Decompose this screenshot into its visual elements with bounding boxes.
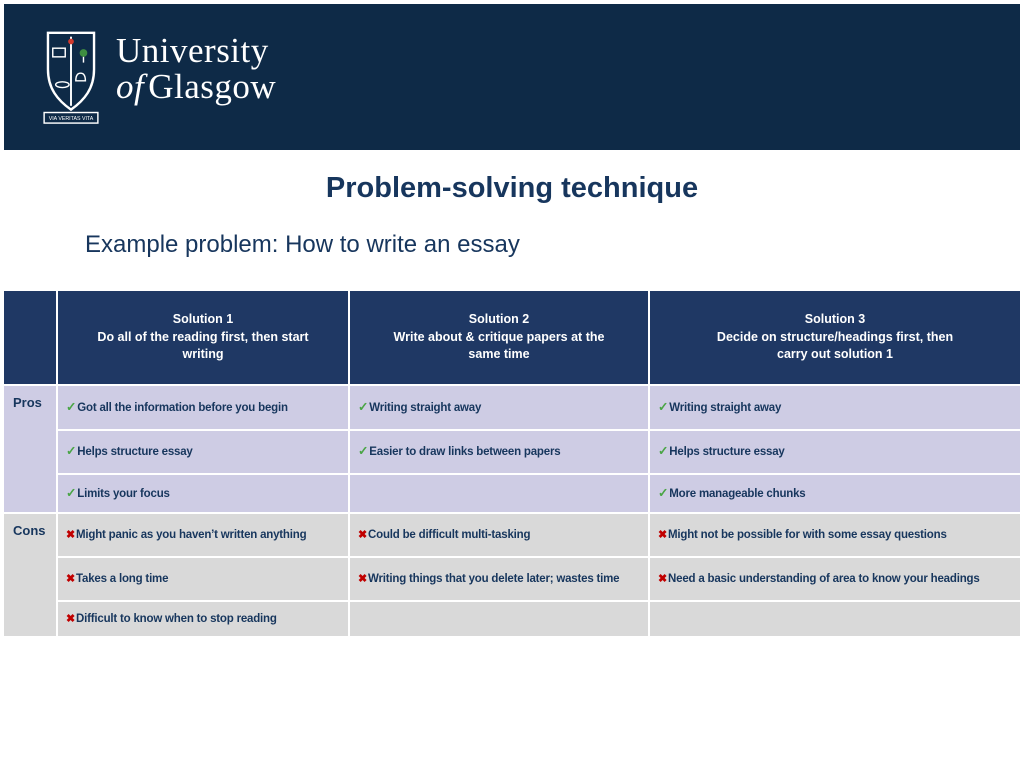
logo-name: Glasgow — [148, 66, 277, 106]
example-problem-subtitle: Example problem: How to write an essay — [85, 231, 520, 259]
table-cell — [58, 475, 348, 512]
solution-desc: Decide on structure/headings first, then carry out solution 1 — [716, 330, 954, 361]
logo-of: of — [116, 66, 145, 106]
cross-icon: ✖ — [66, 572, 76, 585]
cell-text: Writing straight away — [369, 401, 482, 414]
table-cell — [650, 475, 1020, 512]
cell-text: Helps structure essay — [77, 446, 193, 459]
cell-text: Might panic as you haven’t written anything — [76, 528, 307, 541]
logo-text — [116, 33, 276, 104]
cell-text: Could be difficult multi-tasking — [368, 528, 531, 541]
cell-text: Helps structure essay — [669, 446, 785, 459]
table-cell — [350, 431, 648, 473]
solution-title: Solution 3 — [804, 312, 866, 327]
check-icon: ✓ — [66, 485, 77, 500]
table-cell — [350, 558, 648, 600]
logo-line-university: University — [116, 31, 269, 70]
empty-cell — [350, 602, 648, 636]
column-header-solution-1 — [58, 291, 348, 384]
cell-text: Writing things that you delete later; wastes time — [368, 572, 620, 585]
cross-icon: ✖ — [66, 528, 76, 541]
university-logo — [42, 29, 276, 125]
check-icon: ✓ — [358, 444, 369, 459]
logo-motto: VIA VERITAS VITA — [48, 116, 94, 123]
check-icon: ✓ — [66, 399, 77, 414]
table-cell — [58, 386, 348, 429]
check-icon: ✓ — [358, 399, 369, 414]
cons-row-3 — [4, 602, 1020, 636]
cell-text: Need a basic understanding of area to know your headings — [668, 572, 980, 585]
corner-cell — [4, 291, 56, 384]
cell-text: Difficult to know when to stop reading — [76, 612, 277, 625]
table-cell — [650, 514, 1020, 556]
table-cell — [58, 514, 348, 556]
university-crest-icon — [42, 29, 100, 125]
cross-icon: ✖ — [658, 572, 668, 585]
solution-title: Solution 1 — [172, 312, 234, 327]
row-label-cons: Cons — [4, 514, 56, 636]
table-cell — [650, 386, 1020, 429]
empty-cell — [350, 475, 648, 512]
table-cell — [650, 431, 1020, 473]
solution-title: Solution 2 — [468, 312, 530, 327]
cell-text: Got all the information before you begin — [77, 401, 288, 414]
header-band — [4, 4, 1020, 150]
table-cell — [350, 514, 648, 556]
pros-row-1 — [4, 386, 1020, 429]
cell-text: More manageable chunks — [669, 487, 806, 500]
cons-row-1 — [4, 514, 1020, 556]
table-cell — [58, 431, 348, 473]
cell-text: Writing straight away — [669, 401, 782, 414]
table-header-row — [4, 291, 1020, 384]
table-cell — [58, 558, 348, 600]
cross-icon: ✖ — [66, 612, 76, 625]
cell-text: Takes a long time — [76, 572, 169, 585]
table-cell — [58, 602, 348, 636]
pros-row-3 — [4, 475, 1020, 512]
check-icon: ✓ — [658, 399, 669, 414]
cell-text: Might not be possible for with some essay questions — [668, 528, 947, 541]
row-label-pros: Pros — [4, 386, 56, 512]
solution-desc: Do all of the reading first, then start writing — [97, 330, 309, 361]
check-icon: ✓ — [66, 444, 77, 459]
page-title: Problem-solving technique — [325, 172, 699, 204]
column-header-solution-3 — [650, 291, 1020, 384]
logo-line-glasgow — [116, 66, 277, 106]
pros-row-2 — [4, 431, 1020, 473]
check-icon: ✓ — [658, 485, 669, 500]
cross-icon: ✖ — [358, 528, 368, 541]
table-cell — [650, 558, 1020, 600]
cross-icon: ✖ — [658, 528, 668, 541]
cons-row-2 — [4, 558, 1020, 600]
table-cell — [350, 386, 648, 429]
cell-text: Limits your focus — [77, 487, 170, 500]
cross-icon: ✖ — [358, 572, 368, 585]
check-icon: ✓ — [658, 444, 669, 459]
cell-text: Easier to draw links between papers — [369, 446, 561, 459]
empty-cell — [650, 602, 1020, 636]
solution-desc: Write about & critique papers at the same time — [393, 330, 605, 361]
comparison-table — [2, 289, 1022, 638]
column-header-solution-2 — [350, 291, 648, 384]
